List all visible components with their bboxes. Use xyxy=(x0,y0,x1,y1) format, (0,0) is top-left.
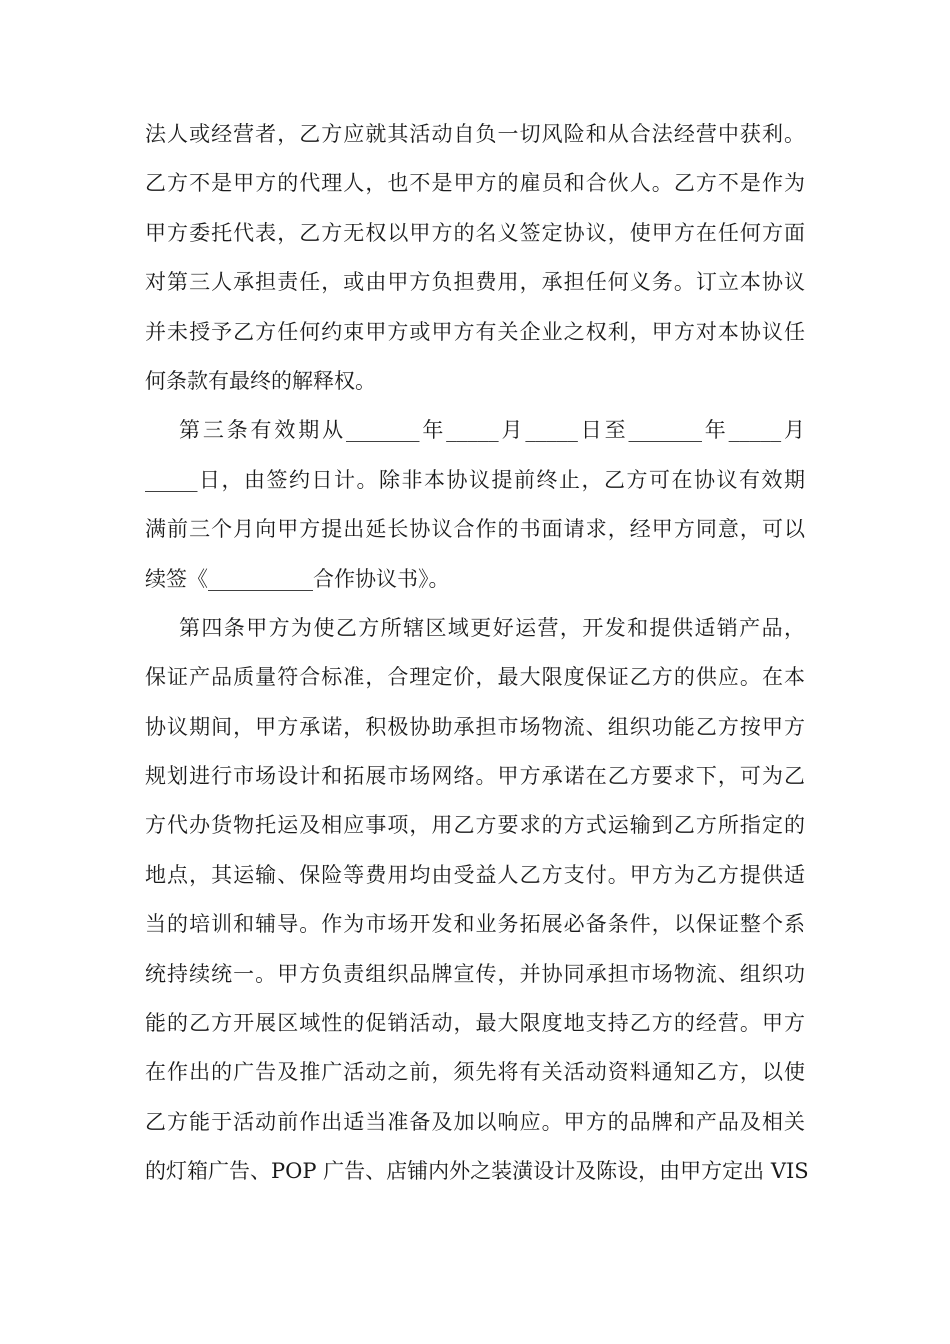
paragraph-line: 协议期间，甲方承诺，积极协助承担市场物流、组织功能乙方按甲方 xyxy=(145,714,805,739)
paragraph-line: 在作出的广告及推广活动之前，须先将有关活动资料通知乙方，以使 xyxy=(145,1060,805,1085)
paragraph-line: 地点，其运输、保险等费用均由受益人乙方支付。甲方为乙方提供适 xyxy=(145,862,805,887)
paragraph-line: 并未授予乙方任何约束甲方或甲方有关企业之权利，甲方对本协议任 xyxy=(145,319,805,344)
paragraph-line: 乙方能于活动前作出适当准备及加以响应。甲方的品牌和产品及相关 xyxy=(145,1109,805,1134)
paragraph-line: 满前三个月向甲方提出延长协议合作的书面请求，经甲方同意，可以 xyxy=(145,517,805,542)
paragraph-line: 续签《__________合作协议书》。 xyxy=(145,566,450,591)
paragraph-line: 当的培训和辅导。作为市场开发和业务拓展必备条件，以保证整个系 xyxy=(145,912,805,937)
paragraph-line: 统持续统一。甲方负责组织品牌宣传，并协同承担市场物流、组织功 xyxy=(145,961,805,986)
paragraph-line: 方代办货物托运及相应事项，用乙方要求的方式运输到乙方所指定的 xyxy=(145,813,805,838)
paragraph-line: 法人或经营者，乙方应就其活动自负一切风险和从合法经营中获利。 xyxy=(145,122,805,146)
article-3-heading-line: 第三条有效期从_______年_____月_____日至_______年_____月 xyxy=(179,418,805,443)
article-4-heading-line: 第四条甲方为使乙方所辖区域更好运营，开发和提供适销产品， xyxy=(179,615,805,640)
paragraph-line: 保证产品质量符合标准，合理定价，最大限度保证乙方的供应。在本 xyxy=(145,665,805,690)
paragraph-line: 的灯箱广告、POP 广告、店铺内外之装潢设计及陈设，由甲方定出 VIS xyxy=(145,1159,809,1184)
paragraph-line: 能的乙方开展区域性的促销活动，最大限度地支持乙方的经营。甲方 xyxy=(145,1011,805,1036)
paragraph-line: 规划进行市场设计和拓展市场网络。甲方承诺在乙方要求下，可为乙 xyxy=(145,764,805,789)
paragraph-line: _____日，由签约日计。除非本协议提前终止，乙方可在协议有效期 xyxy=(145,467,805,492)
paragraph-line: 乙方不是甲方的代理人，也不是甲方的雇员和合伙人。乙方不是作为 xyxy=(145,171,805,196)
paragraph-line: 对第三人承担责任，或由甲方负担费用，承担任何义务。订立本协议 xyxy=(145,270,805,295)
paragraph-line: 何条款有最终的解释权。 xyxy=(145,368,376,393)
document-body xyxy=(145,115,809,1202)
paragraph-line: 甲方委托代表，乙方无权以甲方的名义签定协议，使甲方在任何方面 xyxy=(145,220,805,245)
